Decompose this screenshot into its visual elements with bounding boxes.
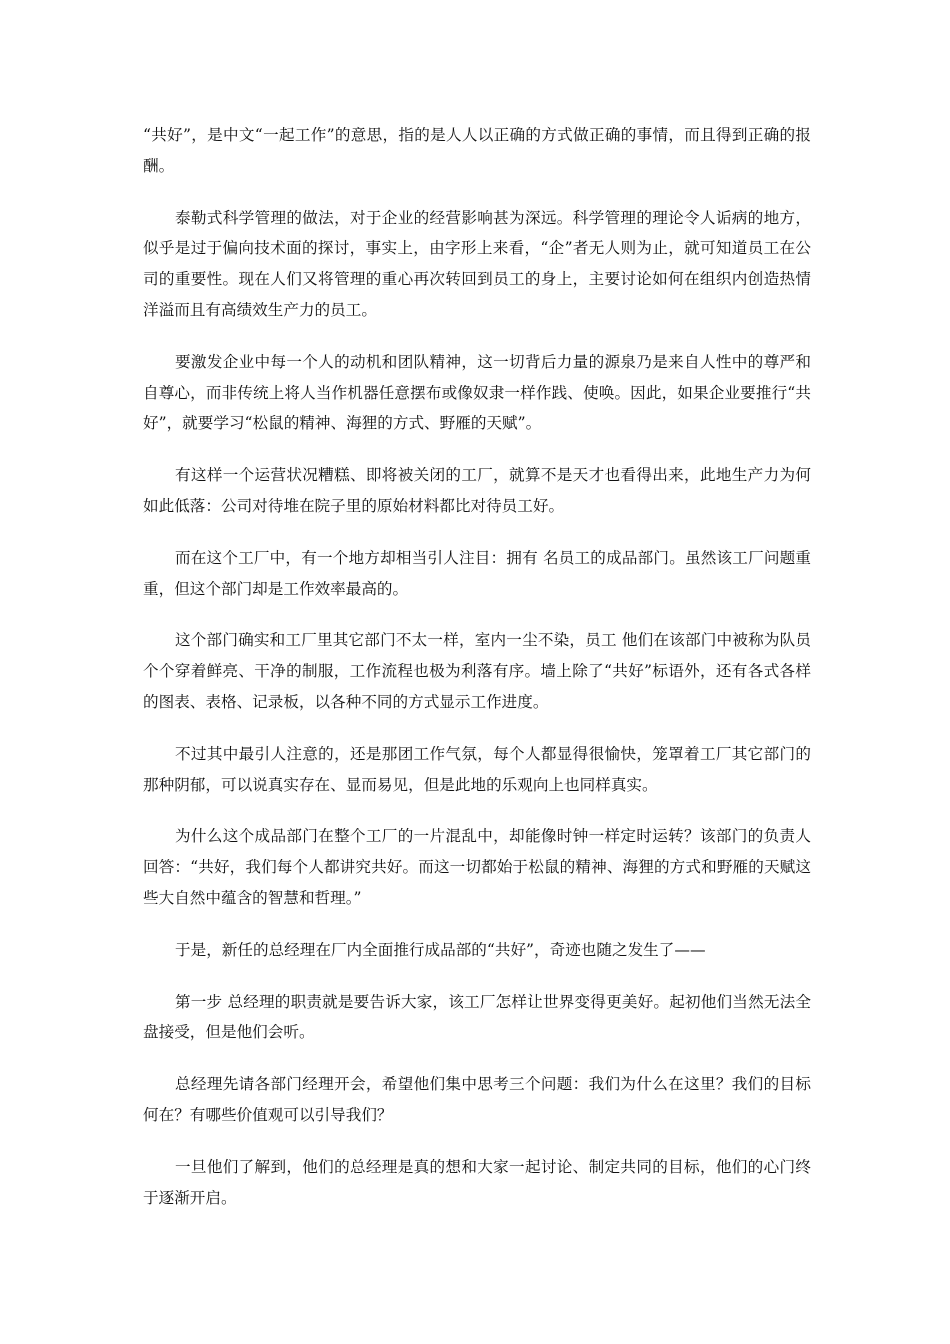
article-body xyxy=(143,120,811,1234)
paragraph-2: 泰勒式科学管理的做法，对于企业的经营影响甚为深远。科学管理的理论令人诟病的地方，似乎是过于偏向技术面的探讨，事实上，由字形上来看，“企”者无人则为止，就可知道员工在公司的重要性。现在人们又将管理的重心再次转回到员工的身上，主要讨论如何在组织内创造热情洋溢而且有高绩效生产力的员工。 xyxy=(143,208,811,319)
paragraph-11: 总经理先请各部门经理开会，希望他们集中思考三个问题：我们为什么在这里？我们的目标何在？有哪些价值观可以引导我们？ xyxy=(143,1075,811,1124)
paragraph-8: 为什么这个成品部门在整个工厂的一片混乱中，却能像时钟一样定时运转？该部门的负责人回答：“共好，我们每个人都讲究共好。而这一切都始于松鼠的精神、海狸的方式和野雁的天赋这些大自然中蕴含的智慧和哲理。” xyxy=(143,827,811,907)
paragraph-9: 于是，新任的总经理在厂内全面推行成品部的“共好”，奇迹也随之发生了—— xyxy=(175,940,706,959)
paragraph-10: 第一步 总经理的职责就是要告诉大家，该工厂怎样让世界变得更美好。起初他们当然无法全盘接受，但是他们会听。 xyxy=(143,992,811,1042)
paragraph-4: 有这样一个运营状况糟糕、即将被关闭的工厂，就算不是天才也看得出来，此地生产力为何如此低落：公司对待堆在院子里的原始材料都比对待员工好。 xyxy=(143,466,811,515)
paragraph-1: “共好”，是中文“一起工作”的意思，指的是人人以正确的方式做正确的事情，而且得到正确的报酬。 xyxy=(143,126,811,175)
paragraph-6: 这个部门确实和工厂里其它部门不太一样，室内一尘不染，员工 他们在该部门中被称为队员 个个穿着鲜亮、干净的制服，工作流程也极为利落有序。墙上除了“共好”标语外，还有各式各样的图表、表格、记录板，以各种不同的方式显示工作进度。 xyxy=(143,631,811,711)
paragraph-3: 要激发企业中每一个人的动机和团队精神，这一切背后力量的源泉乃是来自人性中的尊严和自尊心，而非传统上将人当作机器任意摆布或像奴隶一样作践、使唤。因此，如果企业要推行“共好”，就要学习“松鼠的精神、海狸的方式、野雁的天赋”。 xyxy=(143,352,811,433)
paragraph-5: 而在这个工厂中，有一个地方却相当引人注目：拥有 名员工的成品部门。虽然该工厂问题重重，但这个部门却是工作效率最高的。 xyxy=(143,548,811,598)
paragraph-7: 不过其中最引人注意的，还是那团工作气氛，每个人都显得很愉快，笼罩着工厂其它部门的那种阴郁，可以说真实存在、显而易见，但是此地的乐观向上也同样真实。 xyxy=(143,744,811,794)
paragraph-12: 一旦他们了解到，他们的总经理是真的想和大家一起讨论、制定共同的目标，他们的心门终于逐渐开启。 xyxy=(143,1157,811,1207)
